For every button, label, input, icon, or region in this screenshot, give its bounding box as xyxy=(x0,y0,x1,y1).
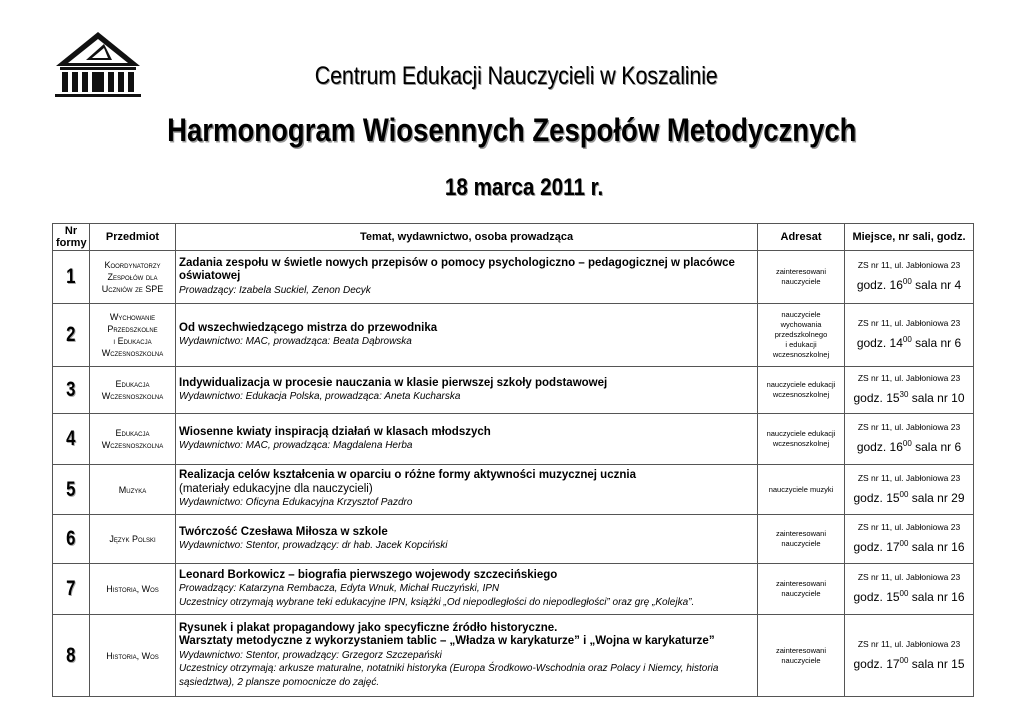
column-header-addressee: Adresat xyxy=(758,224,845,251)
addressee-line: nauczyciele wychowania xyxy=(780,310,822,329)
addressee-cell xyxy=(758,251,845,304)
form-number-cell xyxy=(53,251,90,304)
place-address: ZS nr 11, ul. Jabłoniowa 23 xyxy=(857,260,961,270)
place-address: ZS nr 11, ul. Jabłoniowa 23 xyxy=(857,522,961,532)
addressee-line: nauczyciele xyxy=(781,589,821,598)
place-cell xyxy=(845,304,974,367)
time-minutes: 00 xyxy=(902,277,912,286)
addressee-line: zainteresowani xyxy=(775,579,827,588)
addressee-line: zainteresowani xyxy=(775,529,827,538)
topic-cell xyxy=(176,564,758,615)
room-number: sala nr 6 xyxy=(915,336,962,350)
topic-detail: Wydawnictwo: Stentor, prowadzący: dr hab. Jacek Kopciński xyxy=(179,540,448,551)
topic-detail: Uczestnicy otrzymają wybrane teki edukacyjne IPN, książki „Od niepodległości do niepodległości” oraz grę „Kolejka”. xyxy=(179,596,695,608)
subject-cell xyxy=(90,515,176,564)
addressee-line: nauczyciele xyxy=(781,655,821,665)
addressee-line: nauczyciele muzyki xyxy=(768,484,834,494)
time-hour: godz. 17 xyxy=(853,540,900,554)
addressee-line: zainteresowani xyxy=(775,645,827,655)
subject-cell xyxy=(90,414,176,465)
addressee-cell xyxy=(758,465,845,515)
column-header-subject: Przedmiot xyxy=(90,224,176,251)
time-hour: godz. 16 xyxy=(856,278,903,292)
form-number-cell xyxy=(53,304,90,367)
topic-detail: Prowadzący: Katarzyna Rembacza, Edyta Wnuk, Michał Ruczyński, IPN xyxy=(179,583,500,595)
subject-line: Uczniów ze SPE xyxy=(101,284,164,294)
topic-detail: Wydawnictwo: MAC, prowadząca: Beata Dąbrowska xyxy=(179,336,412,347)
table-row xyxy=(53,515,974,564)
form-number: 1 xyxy=(66,265,76,288)
form-number-cell xyxy=(53,615,90,697)
addressee-cell xyxy=(758,367,845,414)
table-row xyxy=(53,564,974,615)
room-number: sala nr 6 xyxy=(915,440,962,454)
subject-line: Wychowanie xyxy=(109,312,156,322)
subject-line: Zespołów dla xyxy=(107,272,158,282)
addressee-line: nauczyciele xyxy=(781,277,821,286)
topic-cell xyxy=(176,615,758,697)
subject-line: i Edukacja xyxy=(113,336,152,346)
place-cell xyxy=(845,564,974,615)
subject-line: Historia, Wos xyxy=(106,584,159,594)
column-header-topic: Temat, wydawnictwo, osoba prowadząca xyxy=(176,224,758,251)
subject-cell xyxy=(90,304,176,367)
addressee-line: nauczyciele xyxy=(781,539,821,548)
form-number: 5 xyxy=(66,477,76,501)
subject-cell xyxy=(90,564,176,615)
subject-line: Historia, Wos xyxy=(106,650,159,661)
topic-title: Indywidualizacja w procesie nauczania w klasie pierwszej szkoły podstawowej xyxy=(179,376,608,389)
place-address: ZS nr 11, ul. Jabłoniowa 23 xyxy=(857,422,961,432)
table-row xyxy=(53,465,974,515)
time-and-room xyxy=(848,535,970,556)
time-hour: godz. 15 xyxy=(853,490,900,505)
form-number-cell xyxy=(53,515,90,564)
subject-cell xyxy=(90,465,176,515)
time-and-room xyxy=(848,273,970,294)
topic-subtitle: (materiały edukacyjne dla nauczycieli) xyxy=(179,482,373,495)
form-number: 6 xyxy=(66,527,76,550)
place-address: ZS nr 11, ul. Jabłoniowa 23 xyxy=(857,572,961,582)
addressee-cell xyxy=(758,515,845,564)
subject-line: Wczesnoszkolna xyxy=(101,391,164,401)
subject-line: Wczesnoszkolna xyxy=(101,440,164,450)
addressee-line: nauczyciele edukacji xyxy=(766,380,836,389)
room-number: sala nr 4 xyxy=(915,278,962,292)
subject-line: Edukacja xyxy=(115,428,150,438)
form-number-cell xyxy=(53,564,90,615)
addressee-line: wczesnoszkolnej xyxy=(772,439,830,448)
topic-detail: Wydawnictwo: MAC, prowadząca: Magdalena Herba xyxy=(179,440,413,451)
topic-title: Realizacja celów kształcenia w oparciu o różne formy aktywności muzycznej ucznia xyxy=(179,469,636,482)
time-and-room xyxy=(848,331,970,352)
addressee-line: wczesnoszkolnej xyxy=(772,390,830,399)
room-number: sala nr 10 xyxy=(911,391,965,405)
topic-title-continued: Warsztaty metodyczne z wykorzystaniem tablic – „Władza w karykaturze” i „Wojna w karykaturze” xyxy=(179,635,715,648)
time-minutes: 00 xyxy=(902,439,912,448)
addressee-line: przedszkolnego xyxy=(774,330,828,339)
topic-cell xyxy=(176,465,758,515)
table-row xyxy=(53,615,974,697)
form-number: 3 xyxy=(66,378,76,401)
room-number: sala nr 16 xyxy=(911,540,965,554)
time-hour: godz. 17 xyxy=(853,656,900,671)
addressee-line: zainteresowani xyxy=(775,267,827,276)
time-hour: godz. 14 xyxy=(856,336,903,350)
addressee-cell xyxy=(758,414,845,465)
time-and-room xyxy=(848,585,970,606)
topic-cell xyxy=(176,367,758,414)
form-number: 8 xyxy=(66,643,76,667)
time-hour: godz. 16 xyxy=(856,440,903,454)
time-and-room xyxy=(848,652,970,673)
topic-title: Twórczość Czesława Miłosza w szkole xyxy=(179,525,388,538)
place-cell xyxy=(845,414,974,465)
time-minutes: 00 xyxy=(899,539,909,548)
form-number: 2 xyxy=(66,323,76,346)
topic-detail: Wydawnictwo: Stentor, prowadzący: Grzegorz Szczepański xyxy=(179,649,442,661)
column-header-nr: Nr formy xyxy=(53,224,90,251)
topic-cell xyxy=(176,414,758,465)
place-cell xyxy=(845,615,974,697)
topic-cell xyxy=(176,304,758,367)
addressee-cell xyxy=(758,304,845,367)
subject-line: Edukacja xyxy=(115,379,150,389)
addressee-cell xyxy=(758,564,845,615)
topic-detail: Uczestnicy otrzymają: arkusze maturalne, notatniki historyka (Europa Środkowo-Wschodnia oraz Polacy i Niemcy, historia sąsiedztwa), 2 plansze pomocnicze do zajęć. xyxy=(179,663,719,688)
time-and-room xyxy=(848,486,970,507)
form-number: 4 xyxy=(66,427,76,450)
time-minutes: 30 xyxy=(899,390,909,399)
subject-line: Przedszkolne xyxy=(107,324,158,334)
room-number: sala nr 16 xyxy=(911,590,965,604)
topic-title: Leonard Borkowicz – biografia pierwszego wojewody szczecińskiego xyxy=(179,568,558,581)
addressee-line: i edukacji xyxy=(785,340,817,349)
place-address: ZS nr 11, ul. Jabłoniowa 23 xyxy=(857,318,961,328)
table-row xyxy=(53,367,974,414)
table-row xyxy=(53,304,974,367)
place-cell xyxy=(845,465,974,515)
topic-title: Wiosenne kwiaty inspiracją działań w klasach młodszych xyxy=(179,425,491,438)
schedule-table xyxy=(52,223,974,697)
time-hour: godz. 15 xyxy=(853,590,900,604)
subject-cell xyxy=(90,251,176,304)
organization-name: Centrum Edukacji Nauczycieli w Koszalinie xyxy=(314,62,718,90)
subject-line: Koordynatorzy xyxy=(104,260,161,270)
form-number-cell xyxy=(53,465,90,515)
subject-line: Wczesnoszkolna xyxy=(101,348,164,358)
table-header-row xyxy=(53,224,974,251)
schedule-date: 18 marca 2011 r. xyxy=(444,174,604,201)
column-header-place: Miejsce, nr sali, godz. xyxy=(845,224,974,251)
place-address: ZS nr 11, ul. Jabłoniowa 23 xyxy=(857,472,961,483)
table-row xyxy=(53,414,974,465)
place-address: ZS nr 11, ul. Jabłoniowa 23 xyxy=(857,638,961,649)
page-title: Harmonogram Wiosennych Zespołów Metodycznych xyxy=(167,112,857,148)
form-number-cell xyxy=(53,367,90,414)
topic-cell xyxy=(176,515,758,564)
subject-line: Muzyka xyxy=(118,484,147,495)
topic-cell xyxy=(176,251,758,304)
table-row xyxy=(53,251,974,304)
time-and-room xyxy=(848,386,970,407)
place-cell xyxy=(845,515,974,564)
time-minutes: 00 xyxy=(899,589,909,598)
addressee-cell xyxy=(758,615,845,697)
addressee-line: wczesnoszkolnej xyxy=(772,350,830,359)
topic-detail: Wydawnictwo: Edukacja Polska, prowadząca: Aneta Kucharska xyxy=(179,391,461,402)
place-address: ZS nr 11, ul. Jabłoniowa 23 xyxy=(857,373,961,383)
topic-detail: Prowadzący: Izabela Suckiel, Zenon Decyk xyxy=(179,284,371,296)
room-number: sala nr 15 xyxy=(911,656,965,671)
subject-line: Język Polski xyxy=(109,534,156,544)
time-hour: godz. 15 xyxy=(853,391,900,405)
place-cell xyxy=(845,367,974,414)
subject-cell xyxy=(90,615,176,697)
topic-title: Od wszechwiedzącego mistrza do przewodnika xyxy=(179,321,438,334)
time-minutes: 00 xyxy=(899,655,909,665)
addressee-line: nauczyciele edukacji xyxy=(766,429,836,438)
time-minutes: 00 xyxy=(899,489,909,499)
topic-detail: Wydawnictwo: Oficyna Edukacyjna Krzysztof Pazdro xyxy=(179,497,413,509)
time-minutes: 00 xyxy=(902,335,912,344)
topic-title: Rysunek i plakat propagandowy jako specyficzne źródło historyczne. xyxy=(179,621,558,634)
form-number-cell xyxy=(53,414,90,465)
place-cell xyxy=(845,251,974,304)
subject-cell xyxy=(90,367,176,414)
room-number: sala nr 29 xyxy=(911,490,965,505)
form-number: 7 xyxy=(66,577,76,600)
time-and-room xyxy=(848,435,970,456)
topic-title: Zadania zespołu w świetle nowych przepisów o pomocy psychologiczno – pedagogicznej w placówce oświatowej xyxy=(179,256,735,283)
